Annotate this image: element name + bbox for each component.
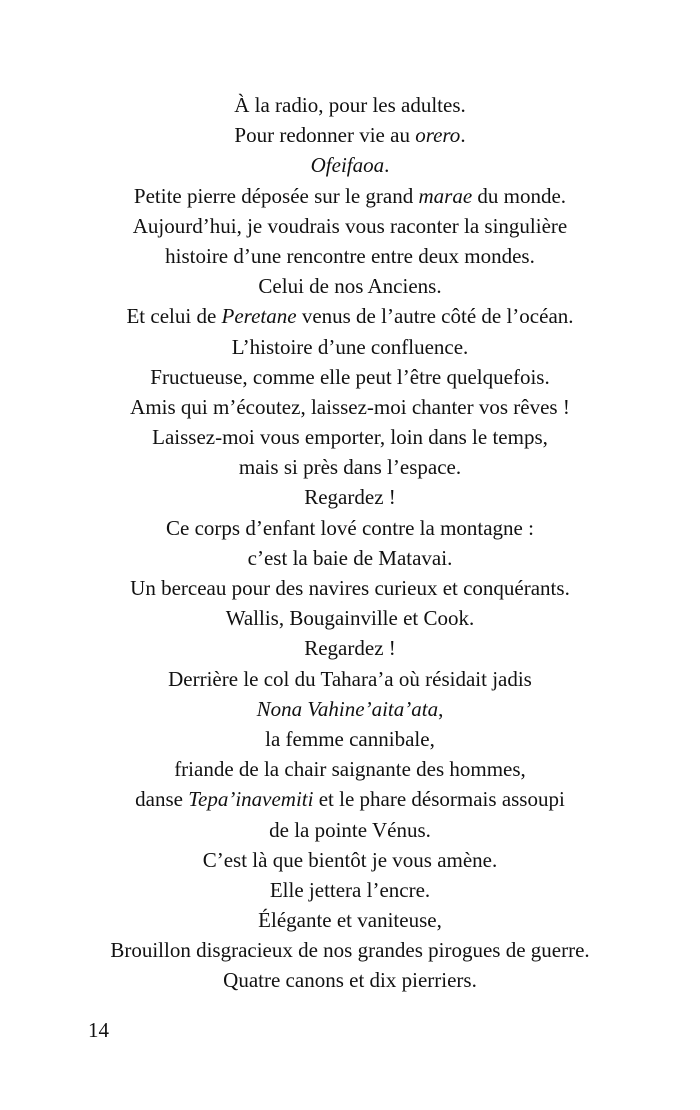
poem-line — [0, 935, 700, 965]
line-text: et le phare désormais assoupi — [313, 787, 565, 812]
poem-line — [0, 362, 700, 392]
line-text: histoire d’une rencontre entre deux mondes. — [165, 243, 535, 268]
poem-line — [0, 815, 700, 845]
line-text: À la radio, pour les adultes. — [234, 93, 466, 117]
line-text: Elle jettera l’encre. — [269, 877, 431, 902]
line-text: Élégante et vaniteuse, — [258, 908, 442, 933]
line-text: c’est la baie de Matavai. — [247, 545, 453, 570]
line-text: Aujourd’hui, je voudrais vous raconter la singulière — [132, 213, 568, 238]
line-text: de la pointe Vénus. — [269, 817, 431, 842]
line-text: mais si près dans l’espace. — [238, 455, 462, 480]
poem-line — [0, 452, 700, 482]
poem-line — [0, 754, 700, 784]
page-number: 14 — [88, 1018, 109, 1042]
italic-term: Nona Vahine’aita’ata — [256, 696, 439, 721]
poem-line — [0, 905, 700, 935]
poem-line — [0, 513, 700, 543]
poem-line — [0, 664, 700, 694]
line-text: Brouillon disgracieux de nos grandes pirogues de guerre. — [110, 938, 590, 963]
poem-line — [0, 271, 700, 301]
line-text: Ce corps d’enfant lové contre la montagne : — [166, 515, 534, 540]
line-text: danse — [135, 787, 189, 812]
poem-line — [0, 301, 700, 331]
line-text: la femme cannibale, — [265, 726, 435, 751]
poem-line — [0, 332, 700, 362]
line-text: du monde. — [472, 183, 567, 208]
line-text: friande de la chair saignante des hommes, — [174, 757, 526, 782]
poem-line — [0, 724, 700, 754]
italic-term: Peretane — [221, 304, 297, 329]
poem-text — [0, 90, 700, 996]
poem-line — [0, 392, 700, 422]
poem-line — [0, 241, 700, 271]
poem-line — [0, 694, 700, 724]
poem-line — [0, 120, 700, 150]
poem-line — [0, 482, 700, 512]
italic-term: orero — [415, 123, 461, 148]
line-text: Fructueuse, comme elle peut l’être quelquefois. — [150, 364, 550, 389]
line-text: L’histoire d’une confluence. — [231, 334, 469, 359]
poem-line — [0, 543, 700, 573]
italic-term: marae — [418, 183, 473, 208]
poem-line — [0, 784, 700, 814]
poem-line — [0, 211, 700, 241]
italic-term: Tepa’inavemiti — [188, 787, 314, 812]
poem-line — [0, 633, 700, 663]
line-text: Quatre canons et dix pierriers. — [223, 968, 477, 993]
poem-line — [0, 603, 700, 633]
line-text: Derrière le col du Tahara’a où résidait jadis — [168, 666, 532, 691]
line-text: Regardez ! — [304, 636, 396, 661]
line-text: Laissez-moi vous emporter, loin dans le temps, — [152, 425, 548, 450]
line-text: Wallis, Bougainville et Cook. — [225, 606, 475, 631]
poem-line — [0, 90, 700, 120]
line-text: venus de l’autre côté de l’océan. — [296, 304, 574, 329]
line-text: Un berceau pour des navires curieux et conquérants. — [130, 576, 570, 600]
poem-line — [0, 422, 700, 452]
line-text: Regardez ! — [304, 485, 396, 510]
poem-line — [0, 150, 700, 180]
line-text: Pour redonner vie au — [234, 123, 416, 148]
line-text: Petite pierre déposée sur le grand — [133, 183, 419, 208]
poem-line — [0, 573, 700, 603]
line-text: . — [384, 153, 390, 178]
line-text: , — [438, 696, 444, 721]
italic-term: Ofeifaoa — [310, 153, 385, 178]
line-text: Amis qui m’écoutez, laissez-moi chanter vos rêves ! — [130, 394, 570, 419]
line-text: Celui de nos Anciens. — [258, 274, 442, 299]
poem-line — [0, 181, 700, 211]
line-text: C’est là que bientôt je vous amène. — [202, 847, 498, 872]
poem-line — [0, 965, 700, 995]
line-text: . — [460, 123, 466, 148]
line-text: Et celui de — [126, 304, 222, 329]
poem-line — [0, 845, 700, 875]
poem-line — [0, 875, 700, 905]
